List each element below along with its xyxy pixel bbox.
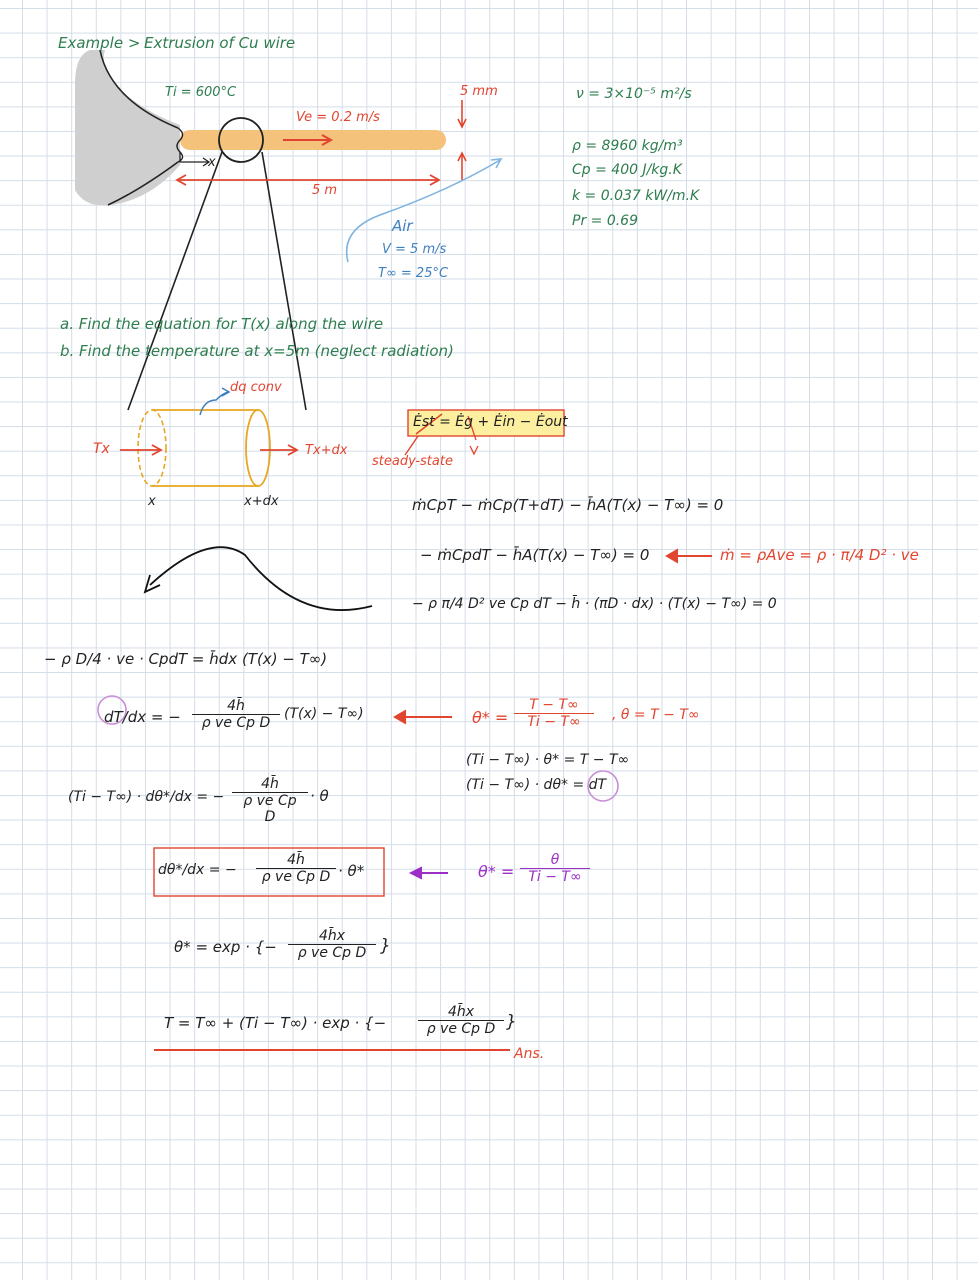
theta-star-denominator: Ti − T∞ [527,714,581,730]
theta-star-relation-1: (Ti − T∞) · θ* = T − T∞ [466,752,630,768]
x-position: x [148,494,156,509]
prop-cp: Cp = 400 J/kg.K [572,162,682,178]
initial-temp: Ti = 600°C [165,85,237,100]
equation-5-denominator: ρ ve Cp D [201,715,271,731]
prop-nu: ν = 3×10⁻⁵ m²/s [576,86,692,102]
answer-label: Ans. [514,1046,545,1062]
extrusion-velocity: Ve = 0.2 m/s [296,110,380,125]
derivation-curve-arrow [150,547,372,610]
equation-6-lhs: (Ti − T∞) · dθ*/dx = − [68,789,225,805]
theta-star-ratio-fraction [520,852,590,885]
length-label: 5 m [312,183,338,198]
mass-flow-equation: ṁ = ρAve = ρ · π/4 D² · ve [720,546,919,564]
prop-k: k = 0.037 kW/m.K [572,188,700,204]
equation-5-numerator: 4h̄ [192,698,280,715]
steady-arrow [405,436,418,455]
equation-7-denominator: ρ ve Cp D [261,869,331,885]
theta-star-fraction [514,697,594,730]
equation-7-lhs: dθ*/dx = − [158,862,237,878]
theta-star-numerator: T − T∞ [514,697,594,714]
equation-3: − ρ π/4 D² ve Cp dT − h̄ · (πD · dx) · (T(x) − T∞) = 0 [412,596,777,612]
cv-left-face [138,410,166,486]
equation-7-rhs: · θ* [338,862,365,880]
air-velocity: V = 5 m/s [382,242,447,257]
equation-6-denominator: ρ ve Cp D [243,793,297,825]
energy-balance: Ėst = Ėg + Ėin − Ėout [413,414,568,430]
txdx-label: Tx+dx [305,443,348,458]
equation-5-fraction [192,698,280,731]
equation-7-fraction [256,852,336,885]
x-origin-label: x [208,155,216,170]
theta-definition: , θ = T − T∞ [612,707,700,723]
ambient-temp: T∞ = 25°C [378,266,449,281]
question-b: b. Find the temperature at x=5m (neglect radiation) [60,342,454,360]
prop-pr: Pr = 0.69 [572,213,639,229]
theta-star-ratio-denominator: Ti − T∞ [528,869,582,885]
extrusion-die [75,50,180,205]
example-label: Example > [58,34,141,52]
question-a: a. Find the equation for T(x) along the wire [60,315,384,333]
equation-6-numerator: 4h̄ [232,776,308,793]
equation-4: − ρ D/4 · ve · CpdT = h̄dx (T(x) − T∞) [44,650,328,668]
theta-star-relation-2: (Ti − T∞) · dθ* = dT [466,777,607,793]
equation-6-fraction [232,776,308,825]
cv-right-face [246,410,270,486]
answer-equation-numerator: 4h̄x [418,1004,504,1021]
equation-8-denominator: ρ ve Cp D [297,945,367,961]
equation-5-rhs: (T(x) − T∞) [284,706,364,722]
x-arrow [180,152,208,162]
equation-1: ṁCpT − ṁCp(T+dT) − h̄A(T(x) − T∞) = 0 [412,496,724,514]
equation-8-rhs: } [380,936,391,956]
theta-star-ratio-lhs: θ* = [478,862,515,881]
xdx-position: x+dx [244,494,279,509]
equation-6-rhs: · θ [310,787,329,805]
answer-equation-rhs: } [506,1012,517,1032]
equation-8-fraction [288,928,376,961]
answer-equation-fraction [418,1004,504,1037]
dq-conv-label: dq conv [230,380,282,395]
air-label: Air [392,217,413,235]
theta-star-lhs: θ* = [472,708,509,727]
prop-rho: ρ = 8960 kg/m³ [572,138,683,154]
equation-2: − ṁCpdT − h̄A(T(x) − T∞) = 0 [420,546,650,564]
equation-7-numerator: 4h̄ [256,852,336,869]
problem-title: Extrusion of Cu wire [144,34,296,52]
answer-equation-denominator: ρ ve Cp D [426,1021,496,1037]
theta-star-ratio-numerator: θ [520,852,590,869]
tx-label: Tx [93,441,110,457]
diameter-label: 5 mm [460,84,498,99]
equation-5-lhs: dT/dx = − [104,708,181,726]
answer-equation-lhs: T = T∞ + (Ti − T∞) · exp · {− [164,1014,387,1032]
equation-8-lhs: θ* = exp · {− [174,938,277,956]
zoom-line-right [262,152,306,410]
steady-state-label: steady-state [372,454,453,469]
equation-8-numerator: 4h̄x [288,928,376,945]
